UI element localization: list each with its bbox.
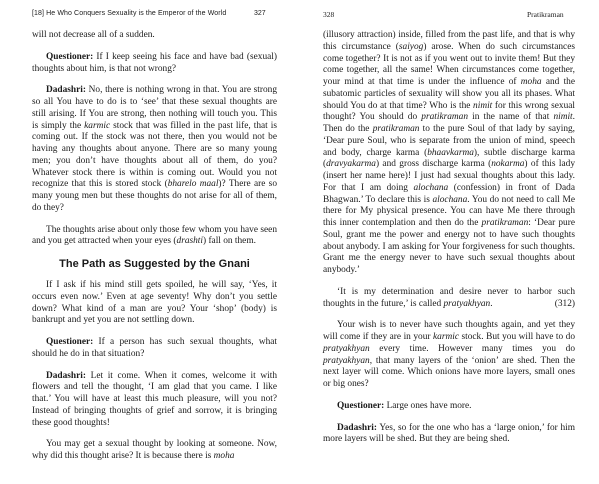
paragraph: The thoughts arise about only those few whom you have seen and you get attracted when your eyes (drashti) fall on them. xyxy=(32,224,277,247)
paragraph: will not decrease all of a sudden. xyxy=(32,30,155,40)
speaker-label: Questioner: xyxy=(46,51,94,62)
paragraph-dadashri: Dadashri: No, there is nothing wrong in that. You are strong so all You have to do is to ‘see’ that these sexual thoughts are still arising. If You are strong, then nothing will touch you. This is simply the karmic stock that was filled in the past life, that is coming out. If the stock was not there, then you would not be having any thoughts about anyone. There are so many young men; you don’t have thoughts about all of them, do you? Whatever stock there is within is coming out. Would you not recognize that this is stored stock (bharelo maal)? There are so many young men but these thoughts do not arise for all of them, do they? xyxy=(32,85,277,213)
paragraph-questioner: Questioner: If I keep seeing his face and have bad (sexual) thoughts about him, is that not wrong? xyxy=(32,51,277,74)
paragraph-dadashri: Dadashri: Yes, so for the one who has a ‘large onion,’ for him more layers will be shed. But they are being shed. xyxy=(323,422,575,445)
section-heading: The Path as Suggested by the Gnani xyxy=(59,258,250,270)
left-page-body xyxy=(32,30,277,473)
paragraph: You may get a sexual thought by looking at someone. Now, why did this thought arise? It is because there is moha xyxy=(32,439,277,461)
left-page xyxy=(0,0,299,484)
running-header: [18] He Who Conquers Sexuality is the Emperor of the World xyxy=(32,10,227,17)
page-number: 327 xyxy=(254,10,266,17)
speaker-label: Dadashri: xyxy=(337,422,377,433)
speaker-label: Questioner: xyxy=(337,400,385,411)
page-number: 328 xyxy=(323,10,335,19)
paragraph: ‘It is my determination and desire never to harbor such thoughts in the future,’ is called pratyakhyan. (312) xyxy=(323,286,575,309)
paragraph: If I ask if his mind still gets spoiled, he will say, ‘Yes, it occurs even now.’ Even at age seventy! Why don’t you settle down? What kind of a man are you? Your ‘shop’ (body) is bankrupt and yet you are not settling down. xyxy=(32,280,277,326)
paragraph-questioner: Questioner: Large ones have more. xyxy=(337,400,472,411)
paragraph: Your wish is to never have such thoughts again, and yet they will come if they are in your karmic stock. But you will have to do pratyakhyan every time. However many times you do pratyakhyan, that many layers of the ‘onion’ are shed. Then the next layer will come. Which onions have more layers, small ones or big ones? xyxy=(323,320,576,389)
speaker-label: Questioner: xyxy=(46,337,94,347)
running-header: Pratikraman xyxy=(527,10,564,19)
paragraph-questioner: Questioner: If a person has such sexual thoughts, what should he do in that situation? xyxy=(32,337,277,359)
passage-number: (312) xyxy=(554,298,575,309)
speaker-label: Dadashri: xyxy=(46,370,86,381)
speaker-label: Dadashri: xyxy=(46,85,86,96)
paragraph: (illusory attraction) inside, filled from the past life, and that is why this circumstance (saiyog) arose. When do such circumstances come together? It is not as if you went out to invite them! But they come together, all the same! When circumstances come together, your mind at that time is under the influence of moha and the subatomic particles of sexuality will show you all its phases. What should You do at that time? Who is the nimit for this wrong sexual thought? You should do pratikraman in the name of that nimit. Then do the pratikraman to the pure Soul of that lady by saying, ‘Dear pure Soul, who is separate from the union of mind, speech and body, charge karma (bhaavkarma), subtle discharge karma (dravyakarma) and gross discharge karma (nokarma) of this lady (insert her name here)! I just had sexual thoughts about this lady. For that I am doing alochana (confession) in front of Dada Bhagwan.’ To declare this is alochana. You do not need to call Me there for My physical presence. You can have Me there through this inner contemplation and then do the pratikraman: ‘Dear pure Soul, grant me the power and energy not to have such thoughts about anybody. I am asking for Your forgiveness for such thoughts. Grant me the energy never to have such sexual thoughts about anybody.’ xyxy=(323,30,576,275)
paragraph-dadashri: Dadashri: Let it come. When it comes, welcome it with flowers and tell the thought, ‘I am glad that you came. I like that.’ You will have at least this much pleasure, will you not? Instead of bringing thoughts of grief and sorrow, it is bringing these good thoughts! xyxy=(32,370,277,428)
right-page xyxy=(299,0,599,484)
right-page-body xyxy=(323,30,575,456)
